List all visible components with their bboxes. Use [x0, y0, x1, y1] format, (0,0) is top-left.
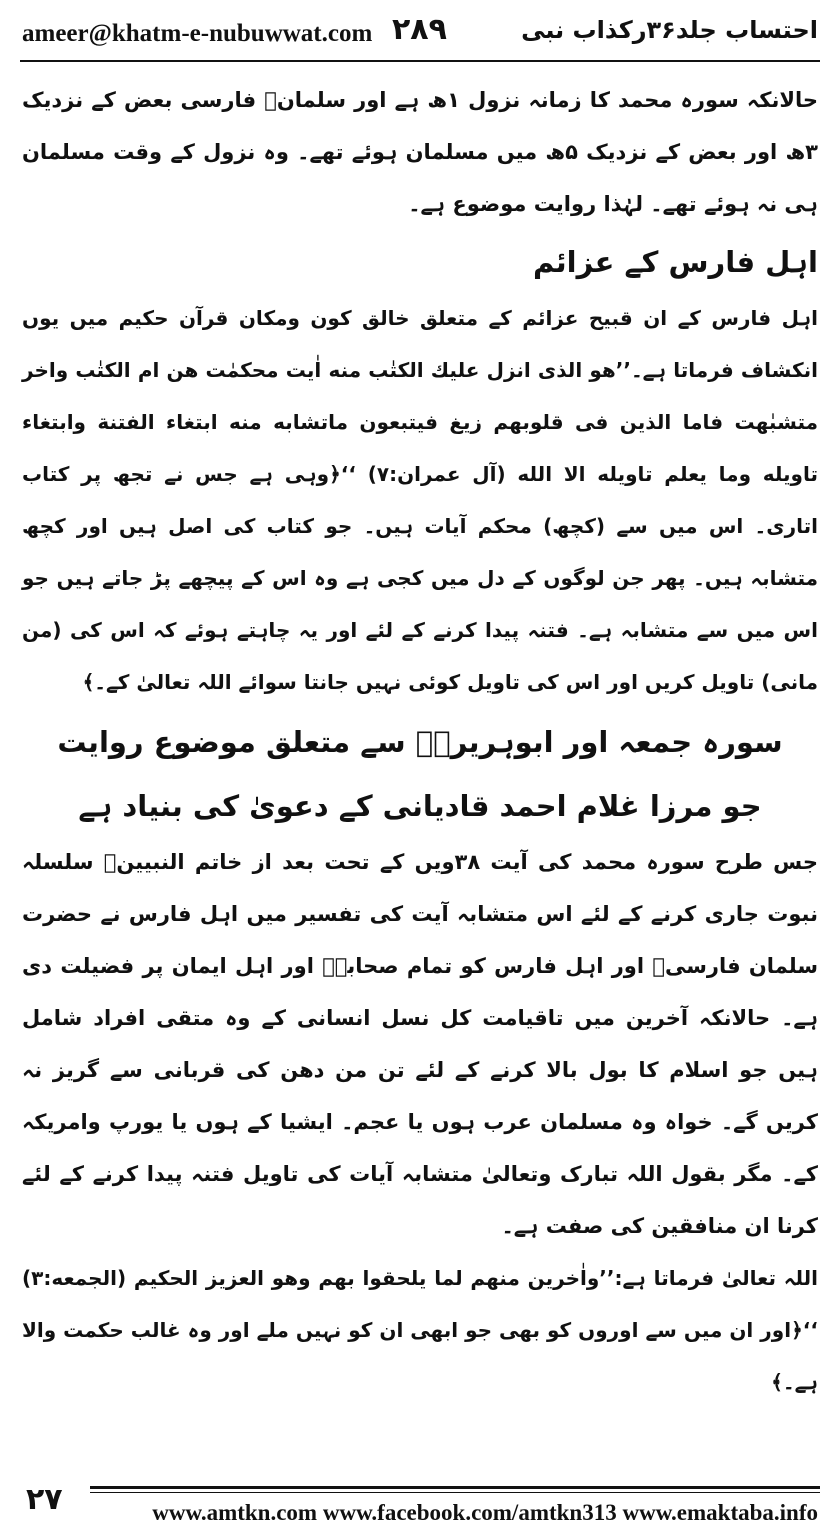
section-heading-subtitle: جو مرزا غلام احمد قادیانی کے دعویٰ کی بنیاد ہے: [78, 789, 762, 823]
header-book-title: احتساب جلد۳۶رکذاب نبی: [521, 16, 818, 44]
header-page-number: ۲۸۹: [392, 12, 447, 47]
footer-links: www.amtkn.com www.facebook.com/amtkn313 www.emaktaba.info: [152, 1500, 818, 1525]
paragraph-2: اہل فارس کے ان قبیح عزائم کے متعلق خالق کون ومکان قرآن حکیم میں یوں انکشاف فرماتا ہے۔’’هو الذی انزل علیك الكتٰب منه اٰيت محكمٰت هن ام الكتٰب واخر متشبٰهت فاما الذین فی قلوبهم زیغ فیتبعون ماتشابه منه ابتغاء الفتنة وابتغاء تاویله وما یعلم تاویله الا الله (آل عمران:۷) ‘‘﴿وہی ہے جس نے تجھ پر کتاب اتاری۔ اس میں سے (کچھ) محکم آیات ہیں۔ جو کتاب کی اصل ہیں اور کچھ متشابہ ہیں۔ پھر جن لوگوں کے دل میں کجی ہے وہ اس کے پیچھے پڑ جاتے ہیں جو اس میں سے متشابہ ہے۔ فتنہ پیدا کرنے کے لئے اور یہ چاہتے ہوئے کہ اس کی (من مانی) تاویل کریں اور اس کی تاویل کوئی نہیں جانتا سوائے اللہ تعالیٰ کے۔﴾: [22, 306, 818, 694]
page-footer: [20, 1480, 820, 1536]
header-email: ameer@khatm-e-nubuwwat.com: [22, 20, 373, 47]
header-divider: [20, 60, 820, 62]
paragraph-1: حالانکہ سورہ محمد کا زمانہ نزول ۱ھ ہے اور سلمانؓ فارسی بعض کے نزدیک ۳ھ اور بعض کے نزدیک ۵ھ میں مسلمان ہوئے تھے۔ وہ نزول کے وقت مسلمان ہی نہ ہوئے تھے۔ لہٰذا روایت موضوع ہے۔: [22, 88, 818, 216]
footer-page-number: ۲۷: [26, 1482, 63, 1517]
footer-divider-thin: [90, 1492, 820, 1493]
paragraph-3: جس طرح سورہ محمد کی آیت ۳۸ویں کے تحت بعد از خاتم النبیینﷺ سلسلہ نبوت جاری کرنے کے لئے اس متشابہ آیت کی تفسیر میں اہل فارس نے حضرت سلمان فارسیؓ اور اہل فارس کو تمام صحابہؓ اور اہل ایمان پر فضیلت دی ہے۔ حالانکہ آخرین میں تاقیامت کل نسل انسانی کے وہ متقی افراد شامل ہیں جو اسلام کا بول بالا کرنے کے لئے تن من دھن کی قربانی سے گریز نہ کریں گے۔ خواہ وہ مسلمان عرب ہوں یا عجم۔ ایشیا کے ہوں یا یورپ وامریکہ کے۔ مگر بقول اللہ تبارک وتعالیٰ متشابہ آیات کی تاویل فتنہ پیدا کرنے کے لئے کرنا ان منافقین کی صفت ہے۔: [22, 850, 818, 1238]
section-heading-ahl-faris: اہل فارس کے عزائم: [533, 245, 818, 279]
footer-divider-thick: [90, 1486, 820, 1489]
paragraph-4: اللہ تعالیٰ فرماتا ہے:’’واٰخرین منهم لما یلحقوا بهم وهو العزیز الحكیم (الجمعه:۳) ‘‘﴿اور ان میں سے اوروں کو بھی جو ابھی ان کو نہیں ملے اور وہ غالب حکمت والا ہے۔﴾: [22, 1266, 818, 1394]
section-heading-surah-jumuah: سورہ جمعہ اور ابوہریرہؓ سے متعلق موضوع روایت: [57, 725, 783, 759]
page-body: [22, 74, 818, 1408]
page-header: [20, 0, 820, 60]
